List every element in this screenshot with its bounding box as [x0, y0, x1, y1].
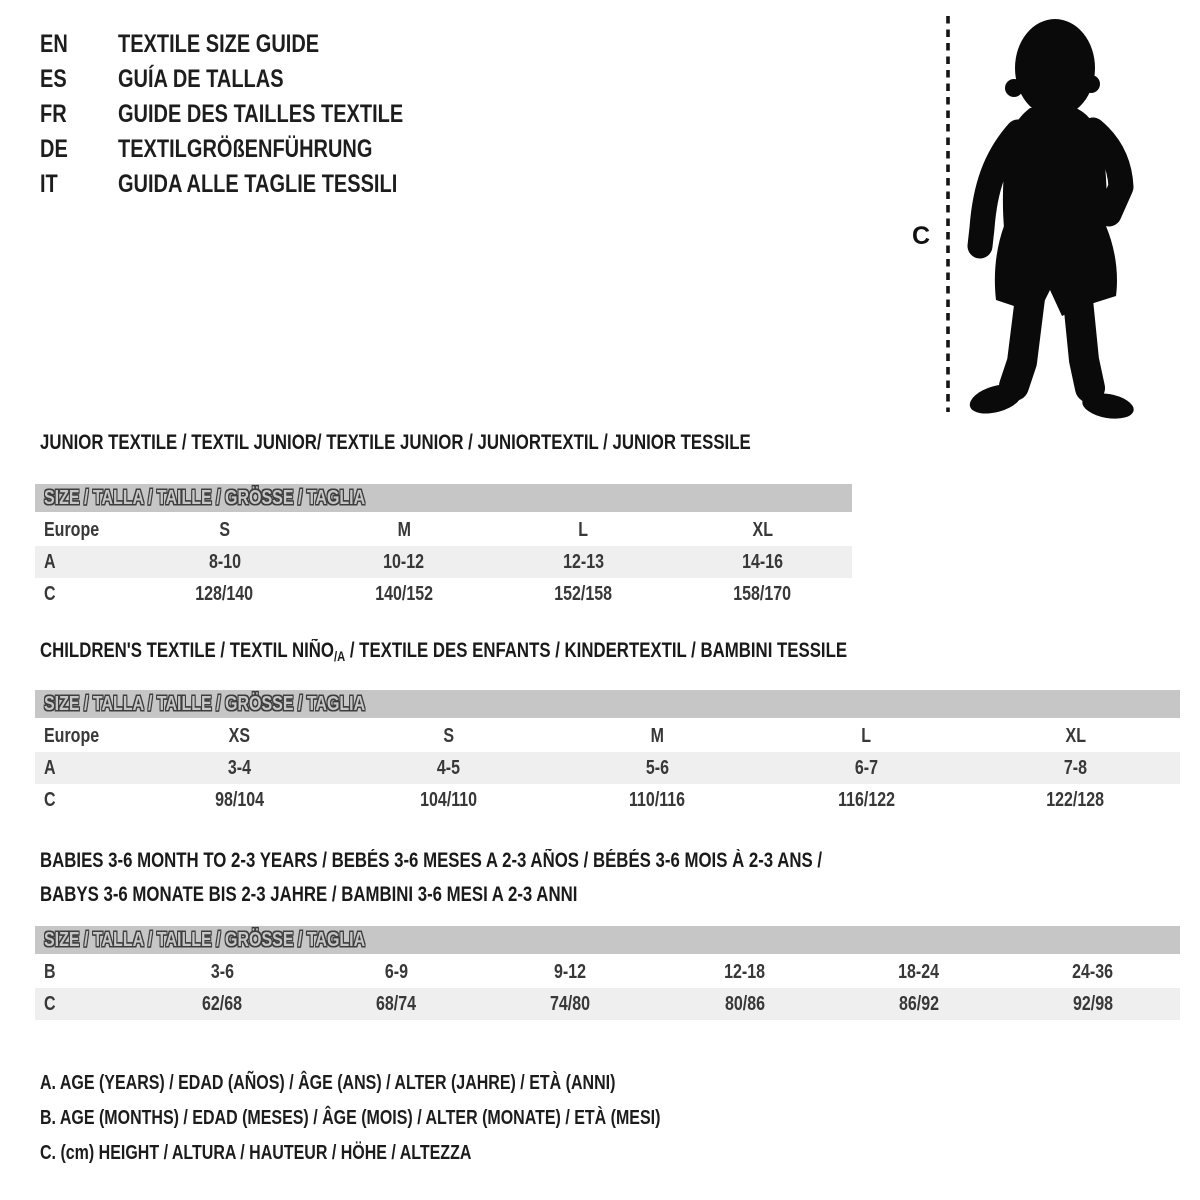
age-value: 8-10	[208, 551, 241, 573]
age-value: 10-12	[383, 551, 425, 573]
height-value: 104/110	[420, 789, 477, 811]
language-label: TEXTILE SIZE GUIDE	[118, 30, 320, 58]
row-label: Europe	[44, 519, 100, 541]
junior-size-header	[35, 484, 852, 512]
legend-age-months: B. AGE (MONTHS) / EDAD (MESES) / ÂGE (MOIS) / ALTER (MONATE) / ETÀ (MESI)	[40, 1107, 661, 1129]
junior-row-age	[35, 546, 852, 578]
children-title-sub: /A	[333, 648, 346, 664]
children-row-height	[35, 784, 1180, 816]
language-label: GUIDE DES TAILLES TEXTILE	[118, 100, 404, 128]
height-value: 122/128	[1046, 789, 1105, 811]
months-value: 9-12	[554, 961, 587, 983]
language-code: FR	[40, 100, 67, 128]
row-label: Europe	[44, 725, 100, 747]
language-row-it	[40, 167, 475, 202]
language-row-de	[40, 132, 475, 167]
baby-height-figure	[900, 10, 1150, 420]
language-code: IT	[40, 170, 58, 198]
age-value: 7-8	[1063, 757, 1088, 779]
row-label: A	[44, 757, 56, 779]
months-value: 24-36	[1072, 961, 1114, 983]
children-row-europe	[35, 720, 1180, 752]
size-value: M	[650, 725, 665, 747]
age-value: 14-16	[741, 551, 783, 573]
height-value: 92/98	[1072, 993, 1113, 1015]
height-value: 86/92	[898, 993, 939, 1015]
height-value: 140/152	[374, 583, 433, 605]
legend-height-cm: C. (cm) HEIGHT / ALTURA / HAUTEUR / HÖHE / ALTEZZA	[40, 1142, 472, 1164]
junior-row-europe	[35, 514, 852, 546]
children-size-table	[35, 690, 1180, 816]
children-title-pre: CHILDREN'S TEXTILE / TEXTIL NIÑO	[40, 639, 334, 662]
size-value: XL	[1065, 725, 1086, 747]
row-label: C	[44, 789, 56, 811]
measure-legend	[40, 1066, 816, 1171]
height-value: 152/158	[554, 583, 613, 605]
size-value: M	[397, 519, 411, 541]
size-value: L	[578, 519, 589, 541]
children-row-age	[35, 752, 1180, 784]
children-title-post: / TEXTILE DES ENFANTS / KINDERTEXTIL / BAMBINI TESSILE	[345, 639, 848, 662]
language-code: EN	[40, 30, 68, 58]
height-value: 80/86	[724, 993, 765, 1015]
size-value: S	[443, 725, 454, 747]
height-value: 68/74	[376, 993, 417, 1015]
height-value: 62/68	[202, 993, 243, 1015]
babies-row-months	[35, 956, 1180, 988]
babies-title-line1: BABIES 3-6 MONTH TO 2-3 YEARS / BEBÉS 3-6 MESES A 2-3 AÑOS / BÉBÉS 3-6 MOIS À 2-3 ANS /	[40, 849, 823, 872]
height-value: 116/122	[838, 789, 895, 811]
language-row-en	[40, 27, 475, 62]
babies-size-header	[35, 926, 1180, 954]
age-value: 12-13	[562, 551, 604, 573]
age-value: 6-7	[854, 757, 879, 779]
size-value: L	[861, 725, 872, 747]
height-value: 110/116	[629, 789, 686, 811]
row-label: A	[44, 551, 56, 573]
language-code: ES	[40, 65, 67, 93]
height-value: 128/140	[195, 583, 254, 605]
height-measure-label: C	[912, 222, 931, 250]
height-value: 158/170	[733, 583, 792, 605]
baby-silhouette	[966, 19, 1135, 420]
babies-size-table	[35, 926, 1180, 1020]
babies-title-line2: BABYS 3-6 MONATE BIS 2-3 JAHRE / BAMBINI 3-6 MESI A 2-3 ANNI	[40, 883, 578, 906]
junior-size-table	[35, 484, 852, 610]
junior-title-text: JUNIOR TEXTILE / TEXTIL JUNIOR/ TEXTILE JUNIOR / JUNIORTEXTIL / JUNIOR TESSILE	[40, 431, 751, 454]
size-value: XL	[752, 519, 773, 541]
size-header-label: SIZE / TALLA / TAILLE / GRÖSSE / TAGLIA	[44, 487, 366, 509]
height-value: 74/80	[550, 993, 591, 1015]
row-label: C	[44, 583, 56, 605]
legend-age-years: A. AGE (YEARS) / EDAD (AÑOS) / ÂGE (ANS) / ALTER (JAHRE) / ETÀ (ANNI)	[40, 1072, 616, 1094]
months-value: 3-6	[210, 961, 234, 983]
row-label: C	[44, 993, 56, 1015]
junior-section-title	[40, 428, 928, 458]
months-value: 18-24	[898, 961, 940, 983]
months-value: 12-18	[724, 961, 766, 983]
children-size-header	[35, 690, 1180, 718]
size-header-label: SIZE / TALLA / TAILLE / GRÖSSE / TAGLIA	[44, 929, 366, 951]
size-value: XS	[228, 725, 251, 747]
age-value: 5-6	[645, 757, 670, 779]
row-label: B	[44, 961, 56, 983]
age-value: 3-4	[227, 757, 252, 779]
language-label: GUÍA DE TALLAS	[118, 65, 284, 93]
language-label: GUIDA ALLE TAGLIE TESSILI	[118, 170, 398, 198]
children-section-title	[40, 636, 1049, 671]
language-row-es	[40, 62, 475, 97]
babies-section-title	[40, 844, 1018, 912]
months-value: 6-9	[384, 961, 408, 983]
size-header-label: SIZE / TALLA / TAILLE / GRÖSSE / TAGLIA	[44, 693, 366, 715]
age-value: 4-5	[436, 757, 461, 779]
size-value: S	[219, 519, 230, 541]
babies-row-height	[35, 988, 1180, 1020]
language-label: TEXTILGRÖßENFÜHRUNG	[118, 135, 373, 163]
height-value: 98/104	[215, 789, 264, 811]
junior-row-height	[35, 578, 852, 610]
language-code: DE	[40, 135, 68, 163]
language-row-fr	[40, 97, 475, 132]
language-list	[40, 27, 475, 202]
